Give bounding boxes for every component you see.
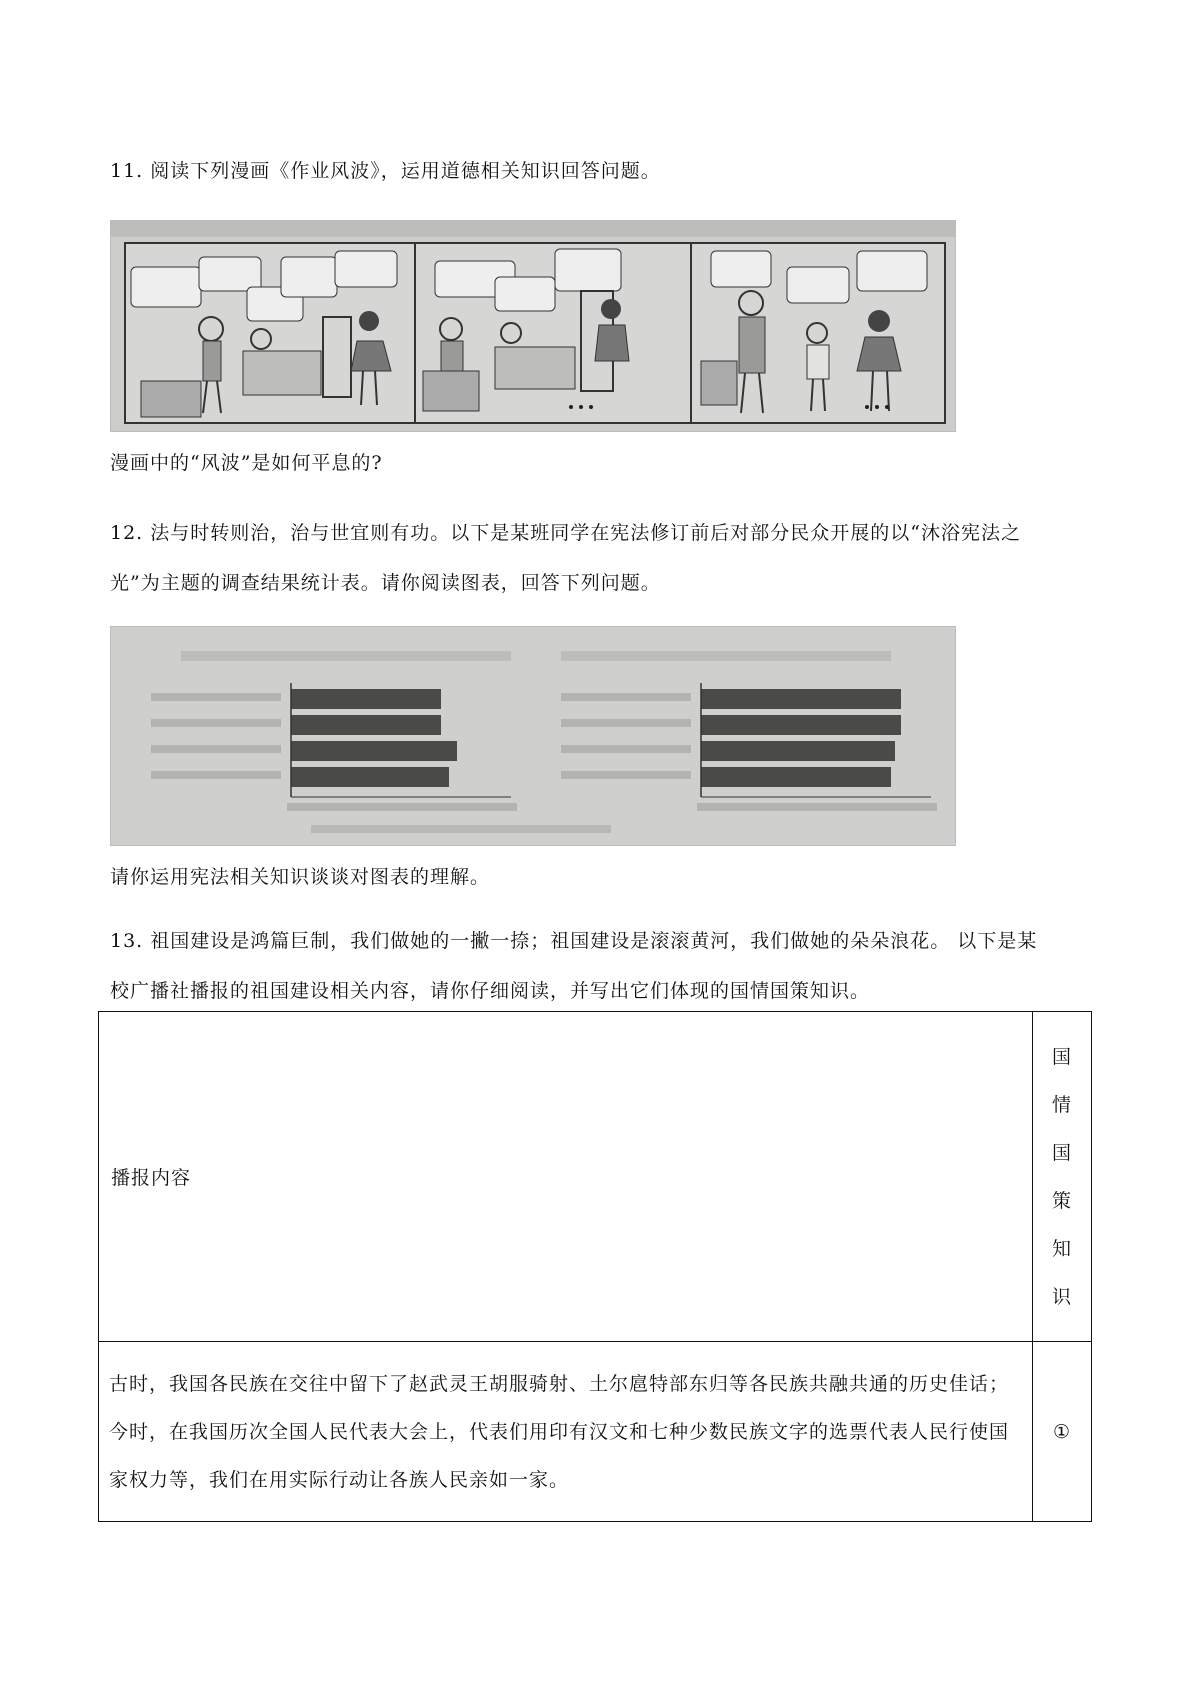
header-knowledge-label: 国 情 国 策 知 识: [1051, 1045, 1072, 1308]
comic-strip-image: [110, 220, 956, 432]
row1-content-cell: 古时，我国各民族在交往中留下了赵武灵王胡服骑射、土尔扈特部东归等各民族共融共通的历史佳话；今时，在我国历次全国人民代表大会上，代表们用印有汉文和七种少数民族文字的选票代表人民行使国家权力等，我们在用实际行动让各族人民亲如一家。: [99, 1342, 1033, 1522]
broadcast-content-table: [98, 1011, 1092, 1522]
question-11-prompt: 漫画中的“风波”是如何平息的?: [110, 452, 383, 474]
question-13-title-line2: 校广播社播报的祖国建设相关内容，请你仔细阅读，并写出它们体现的国情国策知识。: [110, 980, 871, 1002]
comic-strip-drawing: [111, 221, 955, 431]
question-12-prompt: 请你运用宪法相关知识谈谈对图表的理解。: [110, 866, 491, 888]
header-knowledge-cell: [1033, 1012, 1092, 1342]
table-row: [99, 1342, 1092, 1522]
question-11-title: 11. 阅读下列漫画《作业风波》，运用道德相关知识回答问题。: [110, 160, 661, 182]
header-content-cell: [99, 1012, 1033, 1342]
question-13-title-line1: 13. 祖国建设是鸿篇巨制，我们做她的一撇一捺；祖国建设是滚滚黄河，我们做她的朵朵浪花。 以下是某: [110, 930, 1038, 952]
survey-bar-charts-drawing: [111, 627, 955, 845]
question-12-title-line2: 光”为主题的调查结果统计表。请你阅读图表，回答下列问题。: [110, 572, 661, 594]
question-12-title-line1: 12. 法与时转则治，治与世宜则有功。以下是某班同学在宪法修订前后对部分民众开展的以“沐浴宪法之: [110, 522, 1021, 544]
survey-bar-charts-image: [110, 626, 956, 846]
header-content-label: 播报内容: [111, 1167, 192, 1189]
table-header-row: [99, 1012, 1092, 1342]
row1-answer-cell: ①: [1033, 1342, 1092, 1522]
